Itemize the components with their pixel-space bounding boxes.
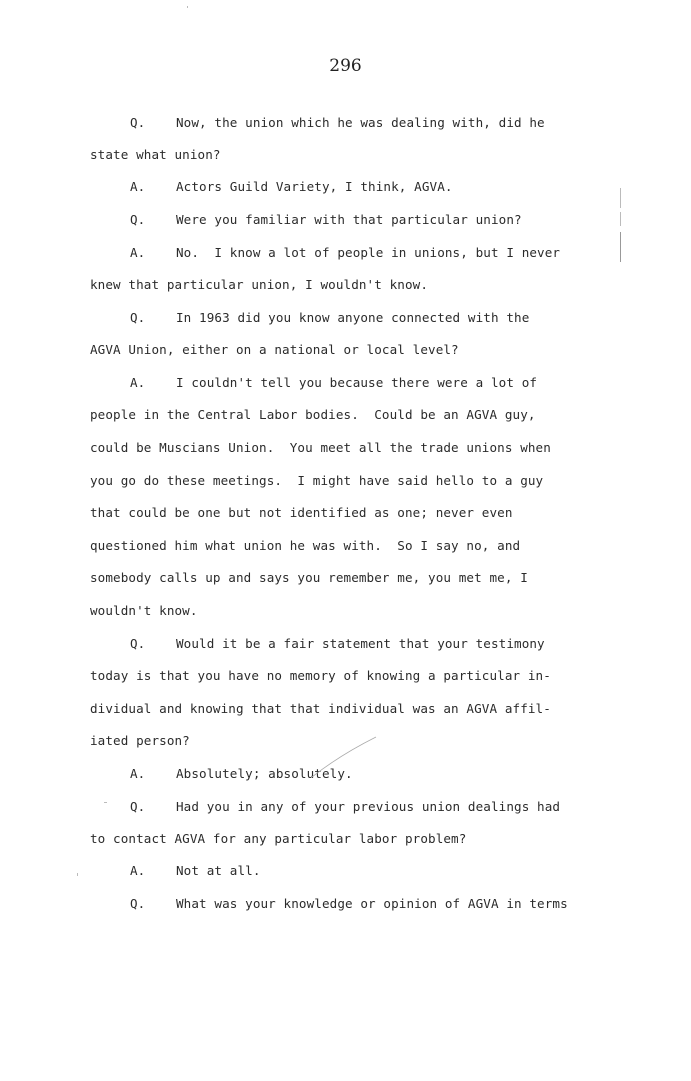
speaker-label: Q. (130, 636, 146, 651)
speaker-label: Q. (130, 896, 146, 911)
transcript-line: to contact AGVA for any particular labor problem? (90, 831, 467, 846)
transcript-line: questioned him what union he was with. So I say no, and (90, 538, 521, 553)
speaker-label: Q. (130, 212, 146, 227)
transcript-line: wouldn't know. (90, 603, 198, 618)
transcript-line: What was your knowledge or opinion of AGVA in terms (176, 896, 568, 911)
transcript-line: No. I know a lot of people in unions, but I never (176, 245, 561, 260)
transcript-line: could be Muscians Union. You meet all the trade unions when (90, 440, 551, 455)
transcript-line: iated person? (90, 733, 190, 748)
speaker-label: Q. (130, 310, 146, 325)
transcript-line: I couldn't tell you because there were a lot of (176, 375, 538, 390)
transcript-line: somebody calls up and says you remember me, you met me, I (90, 570, 528, 585)
speaker-label: A. (130, 179, 146, 194)
speaker-label: Q. (130, 115, 146, 130)
margin-mark (620, 232, 621, 262)
transcript-line: people in the Central Labor bodies. Could be an AGVA guy, (90, 407, 536, 422)
transcript-line: today is that you have no memory of knowing a particular in- (90, 668, 551, 683)
transcript-line: Actors Guild Variety, I think, AGVA. (176, 179, 453, 194)
transcript-line: AGVA Union, either on a national or local level? (90, 342, 459, 357)
transcript-line: Now, the union which he was dealing with, did he (176, 115, 545, 130)
page-number: 296 (329, 56, 362, 76)
transcript-line: In 1963 did you know anyone connected with the (176, 310, 530, 325)
speaker-label: A. (130, 863, 146, 878)
transcript-line: Were you familiar with that particular union? (176, 212, 522, 227)
margin-mark (620, 188, 621, 208)
transcript-line: knew that particular union, I wouldn't know. (90, 277, 429, 292)
transcript-line: Not at all. (176, 863, 261, 878)
transcript-line: dividual and knowing that that individual was an AGVA affil- (90, 701, 551, 716)
transcript-line: that could be one but not identified as one; never even (90, 505, 513, 520)
scan-speck (104, 802, 107, 803)
scan-speck (187, 6, 188, 8)
speaker-label: A. (130, 245, 146, 260)
speaker-label: A. (130, 766, 146, 781)
speaker-label: Q. (130, 799, 146, 814)
transcript-line: you go do these meetings. I might have said hello to a guy (90, 473, 544, 488)
pencil-stroke (310, 735, 380, 780)
scan-speck (77, 873, 78, 876)
transcript-line: Absolutely; absolutely. (176, 766, 353, 781)
margin-mark (620, 212, 621, 226)
speaker-label: A. (130, 375, 146, 390)
transcript-line: Had you in any of your previous union dealings had (176, 799, 561, 814)
transcript-line: state what union? (90, 147, 221, 162)
transcript-line: Would it be a fair statement that your testimony (176, 636, 545, 651)
